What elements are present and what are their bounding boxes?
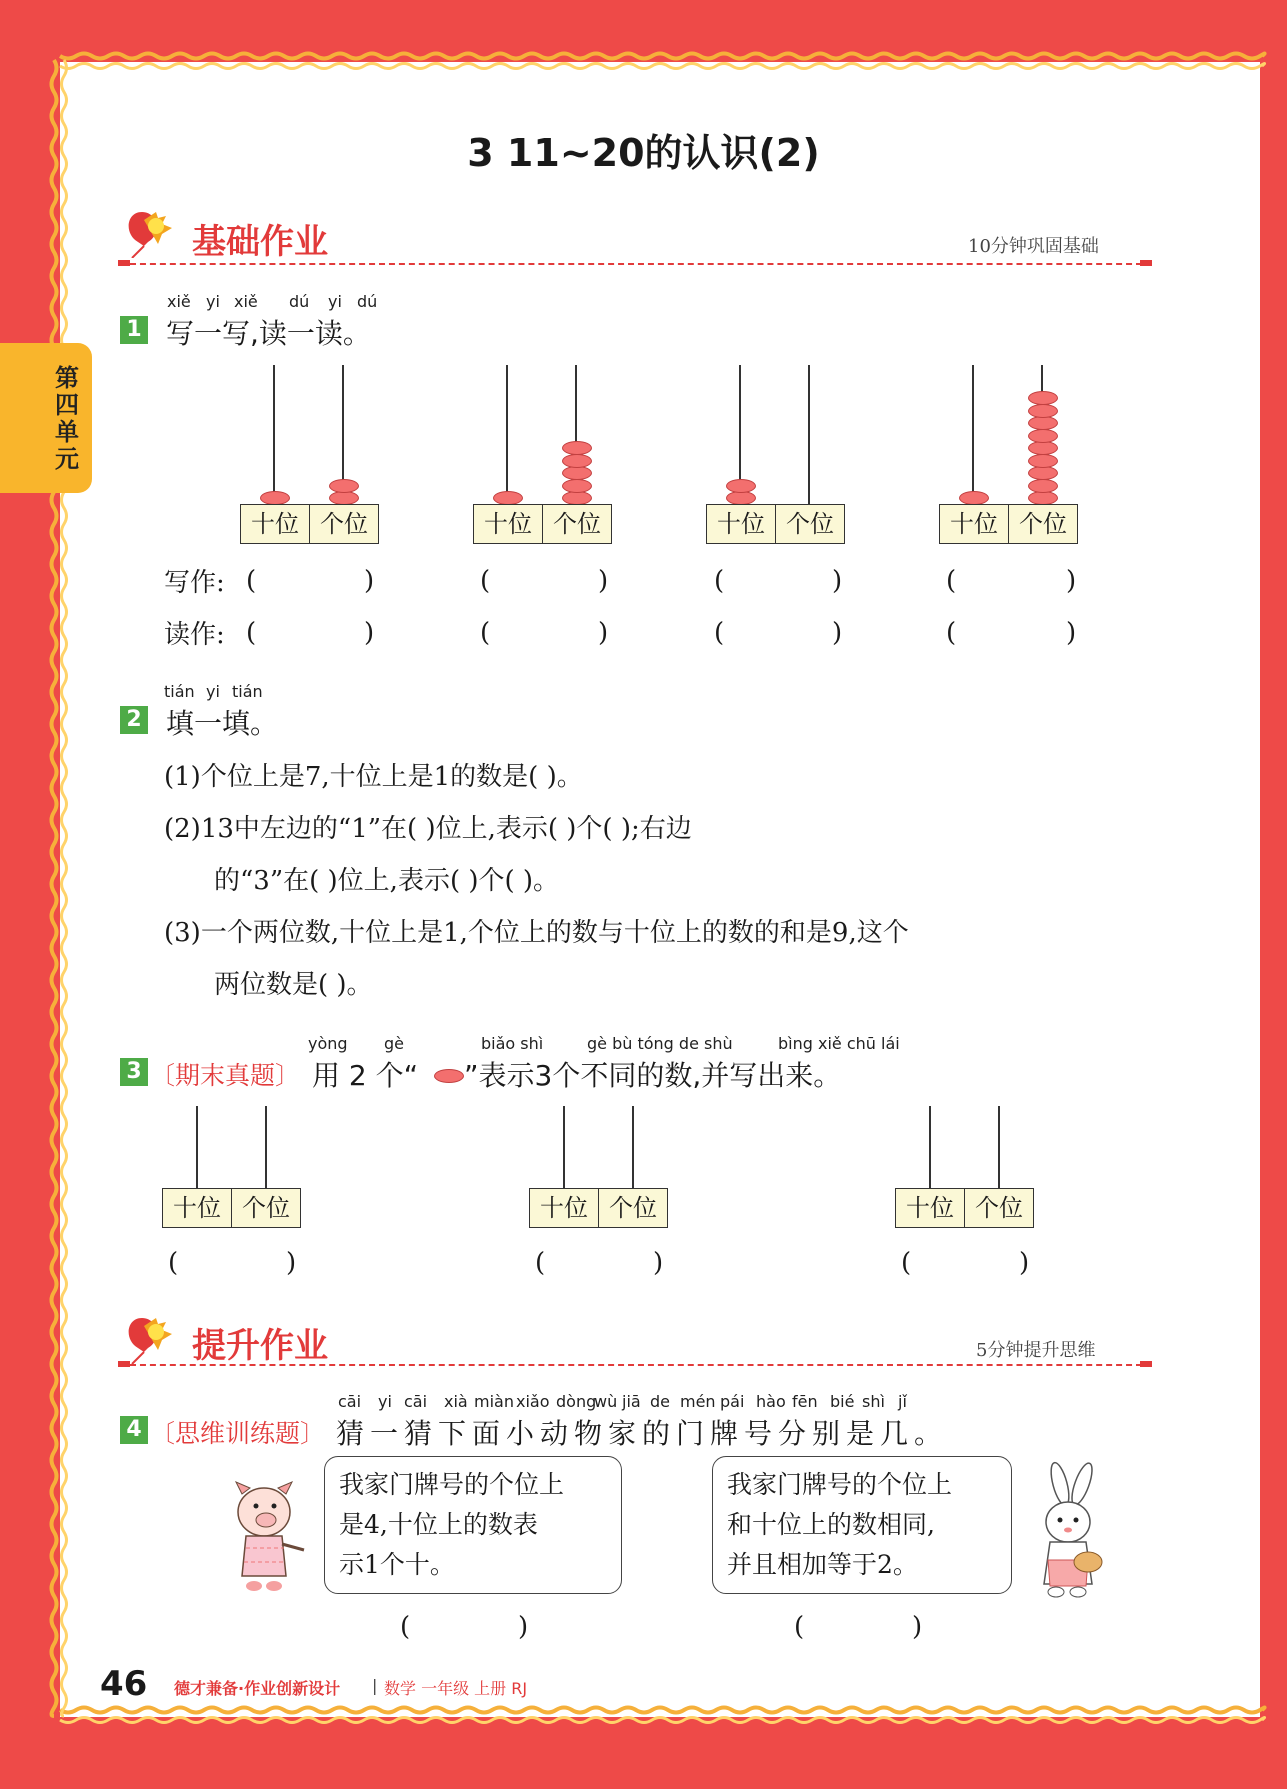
answer-blank-close-paren[interactable]: ) <box>1066 618 1077 648</box>
speech-bubble-rabbit <box>712 1456 1012 1594</box>
answer-blank-close-paren[interactable]: ) <box>912 1612 923 1642</box>
answer-blank-close-paren[interactable]: ) <box>653 1248 664 1278</box>
footer-separator: | <box>372 1676 378 1695</box>
place-value-label-box <box>706 504 845 544</box>
abacus-bead <box>329 491 359 505</box>
abacus-rod <box>632 1106 634 1188</box>
abacus-bead <box>1028 491 1058 505</box>
bubble-pig-line-2: 是4,十位上的数表 <box>339 1510 538 1539</box>
q3-instruction-part-2: ”表示3个不同的数,并写出来。 <box>464 1059 842 1092</box>
section-advanced-divider <box>130 1364 1142 1366</box>
q4-pinyin-syllable: wù <box>594 1392 618 1411</box>
abacus-bead <box>726 479 756 493</box>
answer-blank-close-paren[interactable]: ) <box>1019 1248 1030 1278</box>
bubble-pig-line-3: 示1个十。 <box>339 1550 455 1579</box>
section-basic-title: 基础作业 <box>192 222 328 262</box>
abacus-bead <box>1028 466 1058 480</box>
answer-blank-open-paren[interactable]: ( <box>946 566 957 596</box>
q3-pinyin-1: yòng <box>308 1034 348 1053</box>
q4-pinyin-syllable: bié <box>830 1392 855 1411</box>
q3-tag: 〔期末真题〕 <box>150 1061 301 1090</box>
page-title: 3 11~20的认识(2) <box>467 131 820 175</box>
abacus-bead <box>1028 454 1058 468</box>
abacus-bead <box>562 479 592 493</box>
place-value-label-box <box>895 1188 1034 1228</box>
abacus-rod <box>196 1106 198 1188</box>
answer-blank-close-paren[interactable]: ) <box>832 618 843 648</box>
abacus-rod <box>265 1106 267 1188</box>
question-number-2: 2 <box>120 706 148 734</box>
balloon-icon <box>118 1312 176 1364</box>
abacus-bead <box>1028 391 1058 405</box>
ones-place-label: 个位 <box>542 505 611 543</box>
q4-pinyin-syllable: miàn <box>474 1392 514 1411</box>
q4-tag: 〔思维训练题〕 <box>150 1419 326 1448</box>
divider-right-end <box>1140 260 1152 266</box>
q2-item-2-line-1: (2)13中左边的“1”在( )位上,表示( )个( );右边 <box>164 814 692 844</box>
tens-place-label: 十位 <box>484 510 532 538</box>
answer-blank-close-paren[interactable]: ) <box>286 1248 297 1278</box>
wave-line <box>60 54 1265 59</box>
abacus-rod-ones <box>808 365 810 504</box>
abacus-bead <box>1028 416 1058 430</box>
section-advanced-note: 5分钟提升思维 <box>976 1340 1096 1361</box>
balloon-icon <box>118 206 176 258</box>
answer-blank-open-paren[interactable]: ( <box>480 618 491 648</box>
q1-pinyin-6: dú <box>357 292 378 311</box>
q1-pinyin-3: xiě <box>234 292 258 311</box>
ones-place-label: 个位 <box>964 1189 1033 1227</box>
bubble-pig-line-1: 我家门牌号的个位上 <box>339 1470 565 1499</box>
answer-blank-open-paren[interactable]: ( <box>246 618 257 648</box>
wave-line <box>52 60 57 1716</box>
q4-pinyin-syllable: pái <box>720 1392 745 1411</box>
q3-pinyin-5: bìng xiě chū lái <box>778 1034 900 1053</box>
q4-pinyin-syllable: shì <box>862 1392 885 1411</box>
q2-pinyin-1: tián <box>164 682 195 701</box>
abacus-bead <box>726 491 756 505</box>
abacus-bead <box>562 491 592 505</box>
q1-read-label: 读作: <box>164 620 225 650</box>
answer-blank-open-paren[interactable]: ( <box>168 1248 179 1278</box>
speech-bubble-pig <box>324 1456 622 1594</box>
q1-pinyin-4: dú <box>289 292 310 311</box>
place-value-label-box <box>240 504 379 544</box>
answer-blank-close-paren[interactable]: ) <box>598 618 609 648</box>
pig-icon <box>226 1478 310 1598</box>
abacus-rod-tens <box>273 365 275 504</box>
abacus-rod-tens <box>506 365 508 504</box>
tens-place-label: 十位 <box>950 510 998 538</box>
place-value-label-box <box>939 504 1078 544</box>
abacus-rod <box>998 1106 1000 1188</box>
wave-line <box>60 1718 1265 1723</box>
q3-pinyin-2: gè <box>384 1034 404 1053</box>
ones-place-label: 个位 <box>775 505 844 543</box>
abacus-bead <box>959 491 989 505</box>
q4-pinyin-syllable: xià <box>444 1392 468 1411</box>
tens-place-label: 十位 <box>251 510 299 538</box>
section-basic-note: 10分钟巩固基础 <box>968 236 1099 257</box>
tens-place-label: 十位 <box>173 1194 221 1222</box>
place-value-label-box <box>162 1188 301 1228</box>
bead-icon <box>434 1069 464 1083</box>
answer-blank-open-paren[interactable]: ( <box>246 566 257 596</box>
unit-side-tab <box>0 343 92 493</box>
q4-pinyin-syllable: cāi <box>404 1392 428 1411</box>
answer-blank-open-paren[interactable]: ( <box>400 1612 411 1642</box>
abacus-bead <box>1028 404 1058 418</box>
unit-side-tab-label: 第四单元 <box>55 364 79 473</box>
q2-instruction: 填一填。 <box>166 707 279 740</box>
abacus-rod <box>563 1106 565 1188</box>
place-value-label-box <box>529 1188 668 1228</box>
answer-blank-open-paren[interactable]: ( <box>535 1248 546 1278</box>
answer-blank-open-paren[interactable]: ( <box>714 618 725 648</box>
answer-blank-open-paren[interactable]: ( <box>794 1612 805 1642</box>
q4-pinyin-syllable: xiǎo <box>516 1392 550 1411</box>
answer-blank-open-paren[interactable]: ( <box>901 1248 912 1278</box>
question-number-1: 1 <box>120 316 148 344</box>
tens-place-label: 十位 <box>906 1194 954 1222</box>
q3-pinyin-3: biǎo shì <box>481 1034 544 1053</box>
abacus-rod-tens <box>972 365 974 504</box>
ones-place-label: 个位 <box>231 1189 300 1227</box>
rabbit-icon <box>1026 1460 1112 1600</box>
abacus-bead <box>329 479 359 493</box>
q1-pinyin-5: yi <box>328 292 342 311</box>
bubble-rabbit-line-2: 和十位上的数相同, <box>727 1510 935 1539</box>
abacus-bead <box>562 441 592 455</box>
q4-pinyin-syllable: mén <box>680 1392 716 1411</box>
divider-right-end <box>1140 1361 1152 1367</box>
question-number-4: 4 <box>120 1416 148 1444</box>
q1-pinyin-1: xiě <box>167 292 191 311</box>
q2-item-1: (1)个位上是7,十位上是1的数是( )。 <box>164 762 583 792</box>
abacus-bead <box>562 466 592 480</box>
abacus-bead <box>1028 441 1058 455</box>
footer-info: 数学 一年级 上册 RJ <box>384 1679 528 1698</box>
tens-place-label: 十位 <box>540 1194 588 1222</box>
q4-pinyin-syllable: hào <box>756 1392 786 1411</box>
q1-write-label: 写作: <box>164 568 225 598</box>
answer-blank-open-paren[interactable]: ( <box>714 566 725 596</box>
answer-blank-close-paren[interactable]: ) <box>364 566 375 596</box>
q2-item-2-line-2: 的“3”在( )位上,表示( )个( )。 <box>214 866 560 896</box>
q4-pinyin-syllable: de <box>650 1392 670 1411</box>
q3-pinyin-4: gè bù tóng de shù <box>587 1034 733 1053</box>
q4-pinyin-syllable: jiā <box>622 1392 641 1411</box>
q4-pinyin-syllable: fēn <box>792 1392 818 1411</box>
divider-left-end <box>118 260 130 266</box>
ones-place-label: 个位 <box>1008 505 1077 543</box>
section-basic-divider <box>130 263 1142 265</box>
page-number: 46 <box>100 1664 148 1704</box>
q2-item-3-line-1: (3)一个两位数,十位上是1,个位上的数与十位上的数的和是9,这个 <box>164 918 909 948</box>
question-number-3: 3 <box>120 1058 148 1086</box>
abacus-bead <box>562 454 592 468</box>
answer-blank-close-paren[interactable]: ) <box>598 566 609 596</box>
q2-pinyin-3: tián <box>232 682 263 701</box>
divider-left-end <box>118 1361 130 1367</box>
q2-item-3-line-2: 两位数是( )。 <box>214 970 373 1000</box>
q2-pinyin-2: yi <box>206 682 220 701</box>
q1-pinyin-2: yi <box>206 292 220 311</box>
answer-blank-close-paren[interactable]: ) <box>1066 566 1077 596</box>
abacus-bead <box>260 491 290 505</box>
answer-blank-close-paren[interactable]: ) <box>518 1612 529 1642</box>
abacus-bead <box>1028 429 1058 443</box>
place-value-label-box <box>473 504 612 544</box>
ones-place-label: 个位 <box>309 505 378 543</box>
section-advanced-title: 提升作业 <box>192 1326 328 1366</box>
bubble-rabbit-line-3: 并且相加等于2。 <box>727 1550 918 1579</box>
q4-pinyin-syllable: jǐ <box>898 1392 907 1411</box>
answer-blank-close-paren[interactable]: ) <box>832 566 843 596</box>
abacus-rod <box>929 1106 931 1188</box>
q4-instruction: 猜一猜下面小动物家的门牌号分别是几。 <box>336 1417 949 1450</box>
q4-pinyin-syllable: dòng <box>556 1392 597 1411</box>
q4-pinyin-syllable: cāi <box>338 1392 362 1411</box>
answer-blank-open-paren[interactable]: ( <box>946 618 957 648</box>
q1-instruction: 写一写,读一读。 <box>166 317 371 350</box>
answer-blank-open-paren[interactable]: ( <box>480 566 491 596</box>
answer-blank-close-paren[interactable]: ) <box>364 618 375 648</box>
footer-brand: 德才兼备·作业创新设计 <box>174 1679 341 1698</box>
tens-place-label: 十位 <box>717 510 765 538</box>
q3-instruction-part-1: 用 2 个“ <box>312 1059 419 1092</box>
ones-place-label: 个位 <box>598 1189 667 1227</box>
abacus-bead <box>493 491 523 505</box>
q4-pinyin-syllable: yi <box>378 1392 392 1411</box>
abacus-bead <box>1028 479 1058 493</box>
bubble-rabbit-line-1: 我家门牌号的个位上 <box>727 1470 953 1499</box>
